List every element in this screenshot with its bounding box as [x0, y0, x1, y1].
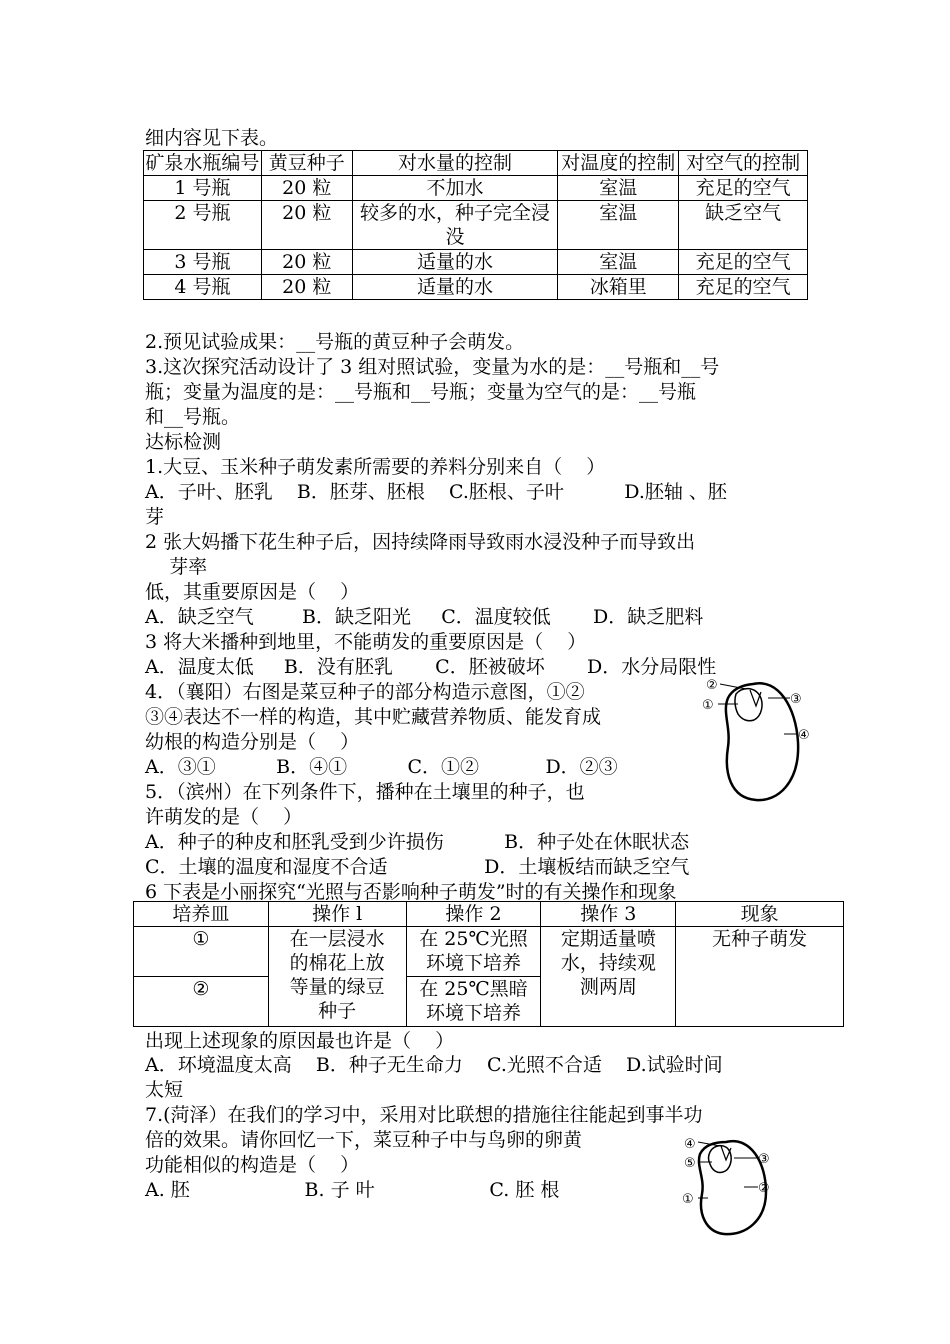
fig2-label: ⑤ — [684, 1156, 696, 1171]
mc6-options-cont: 太短 — [145, 1079, 184, 1101]
header-cell: 现象 — [676, 902, 844, 927]
table-cell: 室温 — [558, 250, 679, 275]
fig2-label: ④ — [684, 1137, 696, 1152]
mc5-options: C．土壤的温度和湿度不合适 D．土壤板结而缺乏空气 — [145, 856, 690, 878]
cell-line: 在一层浸水 — [289, 928, 385, 950]
table-header-row — [134, 902, 844, 927]
mc4-line: ③④表达不一样的构造，其中贮藏营养物质、能发育成 — [145, 706, 602, 728]
cell-line: 测两周 — [579, 976, 637, 998]
header-cell: 对空气的控制 — [679, 151, 808, 176]
table-cell: 适量的水 — [352, 275, 558, 300]
bean-seed-diagram-2 — [678, 1132, 798, 1242]
mc6-options: A．环境温度太高 B．种子无生命力 C.光照不合适 D.试验时间 — [145, 1054, 723, 1076]
cell-line: 种子 — [318, 1000, 357, 1022]
header-cell: 对温度的控制 — [558, 151, 679, 176]
header-cell: 操作 l — [268, 902, 406, 927]
mc1-stem: 1.大豆、玉米种子萌发素所需要的养料分别来自（ ） — [145, 456, 606, 478]
mc4-options: A．③① B．④① C．①② D．②③ — [145, 756, 618, 778]
header-cell: 操作 2 — [406, 902, 541, 927]
table-cell: 4 号瓶 — [144, 275, 262, 300]
question-3-line: 和__号瓶。 — [145, 406, 241, 428]
header-cell: 对水量的控制 — [352, 151, 558, 176]
table-cell: 充足的空气 — [679, 250, 808, 275]
table-header-row — [144, 151, 808, 176]
mc5-line: 许萌发的是（ ） — [145, 806, 303, 828]
mc7-line: 功能相似的构造是（ ） — [145, 1154, 360, 1176]
fig1-label: ① — [702, 698, 714, 713]
fig2-label: ③ — [758, 1152, 770, 1167]
cell-line: 环境下培养 — [425, 1002, 521, 1024]
cell-line: 定期适量喷 — [560, 928, 656, 950]
mc3-stem: 3 将大米播种到地里，不能萌发的重要原因是（ ） — [145, 631, 587, 653]
fig1-label: ② — [706, 678, 718, 693]
operation-1-cell — [268, 927, 406, 1027]
table-cell: 20 粒 — [261, 201, 352, 250]
germination-setup-table — [143, 150, 808, 300]
table-cell: 1 号瓶 — [144, 176, 262, 201]
mc2-stem-3: 低，其重要原因是（ ） — [145, 581, 360, 603]
cell-line: 等量的绿豆 — [289, 976, 385, 998]
question-3-line: 3.这次探究活动设计了 3 组对照试验，变量为水的是：__号瓶和__号 — [145, 356, 720, 378]
table-cell: 3 号瓶 — [144, 250, 262, 275]
header-cell: 矿泉水瓶编号 — [145, 152, 260, 174]
table-cell: 冰箱里 — [558, 275, 679, 300]
table-cell: 20 粒 — [261, 275, 352, 300]
mc4-line: 幼根的构造分别是（ ） — [145, 731, 360, 753]
operation-3-cell — [541, 927, 676, 1027]
mc5-line: 5．（滨州）在下列条件下，播种在土壤里的种子，也 — [145, 781, 585, 803]
plumule-shape — [721, 1146, 731, 1160]
table-cell: 不加水 — [352, 176, 558, 201]
fig2-label: ② — [758, 1181, 770, 1196]
table-cell: 20 粒 — [261, 176, 352, 201]
table-cell: 室温 — [558, 176, 679, 201]
dish-cell: ② — [134, 977, 269, 1027]
mc6-stem: 6 下表是小丽探究“光照与否影响种子萌发”时的有关操作和现象 — [145, 881, 677, 903]
dish-cell: ① — [134, 927, 269, 977]
intro-text: 细内容见下表。 — [145, 127, 279, 149]
cell-line: 的棉花上放 — [289, 952, 385, 974]
cell-line: 环境下培养 — [425, 952, 521, 974]
cell-line: 水，持续观 — [560, 952, 656, 974]
question-2: 2.预见试验成果：__号瓶的黄豆种子会萌发。 — [145, 331, 525, 353]
table-row — [134, 927, 844, 977]
table-cell: 适量的水 — [352, 250, 558, 275]
mc4-line: 4．（襄阳）右图是菜豆种子的部分构造示意图，①② — [145, 681, 585, 703]
mc5-options: A．种子的种皮和胚乳受到少许损伤 B．种子处在休眠状态 — [145, 831, 690, 853]
mc7-line: 7.(菏泽）在我们的学习中，采用对比联想的措施往往能起到事半功 — [145, 1104, 703, 1126]
plumule-shape — [750, 690, 761, 706]
cell-line: 在 25℃光照 — [419, 928, 528, 950]
result-cell: 无种子萌发 — [676, 927, 844, 1027]
table-row — [144, 275, 808, 300]
embryo-shape — [709, 1146, 732, 1173]
header-cell: 培养皿 — [134, 902, 269, 927]
mc7-line: 倍的效果。请你回忆一下，菜豆种子中与鸟卵的卵黄 — [145, 1129, 583, 1151]
header-cell: 黄豆种子 — [261, 151, 352, 176]
mc1-options-cont: 芽 — [145, 506, 165, 528]
table-cell: 充足的空气 — [679, 275, 808, 300]
section-heading: 达标检测 — [145, 431, 222, 453]
table-row — [144, 201, 808, 250]
fig1-label: ③ — [790, 692, 802, 707]
table-cell: 20 粒 — [261, 250, 352, 275]
mc3-options: A．温度太低 B．没有胚乳 C．胚被破坏 D．水分局限性 — [145, 656, 717, 678]
table-cell: 缺乏空气 — [679, 201, 808, 250]
light-germination-table — [133, 901, 844, 1027]
embryo-shape — [735, 689, 762, 721]
mc2-options: A．缺乏空气 B．缺乏阳光 C．温度较低 D．缺乏肥料 — [145, 606, 704, 628]
question-3-line: 瓶；变量为温度的是：__号瓶和__号瓶；变量为空气的是：__号瓶 — [145, 381, 697, 403]
fig1-label: ④ — [798, 728, 810, 743]
mc2-stem: 2 张大妈播下花生种子后，因持续降雨导致雨水浸没种子而导致出 — [145, 531, 696, 553]
header-cell: 操作 3 — [541, 902, 676, 927]
mc6-question: 出现上述现象的原因最也许是（ ） — [145, 1030, 455, 1052]
operation-2-cell — [406, 977, 541, 1027]
mc7-options: A. 胚 B. 子 叶 C. 胚 根 — [145, 1179, 560, 1201]
table-row — [144, 250, 808, 275]
table-row — [144, 176, 808, 201]
table-cell: 较多的水，种子完全浸没 — [352, 201, 558, 250]
cell-line: 在 25℃黑暗 — [419, 978, 528, 1000]
table-cell: 2 号瓶 — [144, 201, 262, 250]
bean-seed-diagram-1 — [698, 672, 816, 810]
mc1-options: A．子叶、胚乳 B．胚芽、胚根 C.胚根、子叶 D.胚轴 、胚 — [145, 481, 727, 503]
fig2-label: ① — [682, 1192, 694, 1207]
table-cell: 充足的空气 — [679, 176, 808, 201]
operation-2-cell — [406, 927, 541, 977]
mc2-stem-2: 芽率 — [145, 556, 208, 578]
table-cell: 室温 — [558, 201, 679, 250]
